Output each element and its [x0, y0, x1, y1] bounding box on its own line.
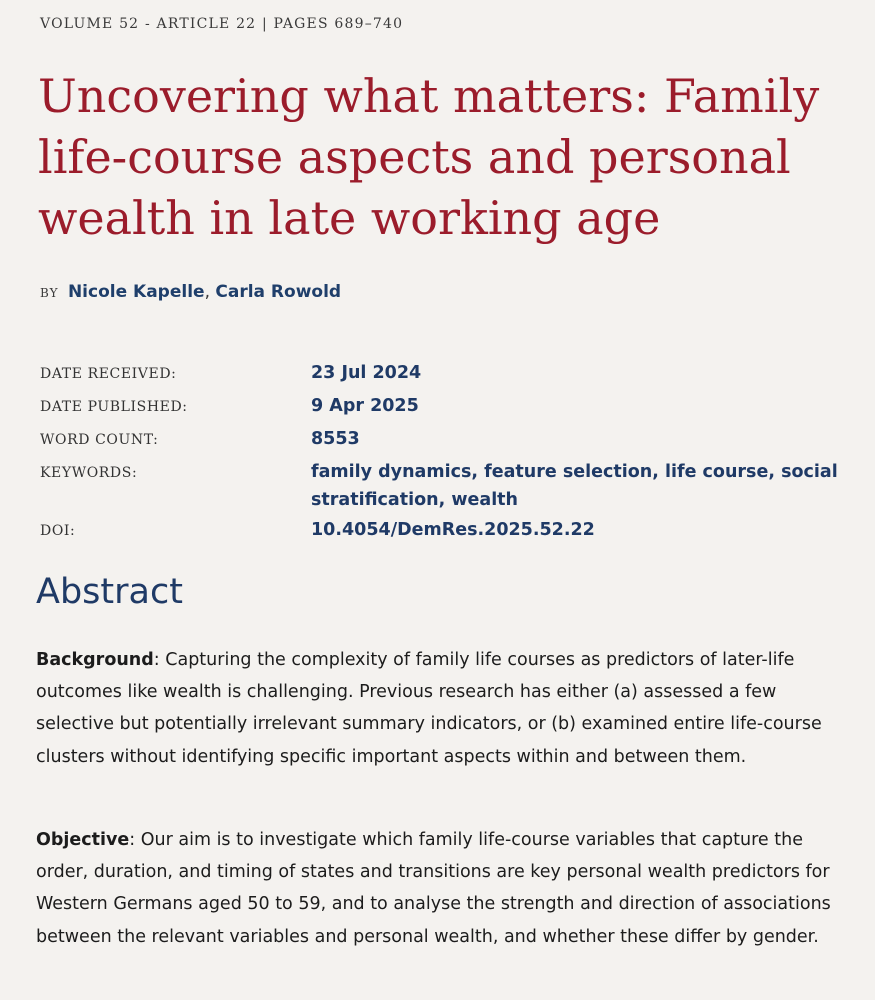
- doi-link[interactable]: 10.4054/DemRes.2025.52.22: [311, 520, 595, 540]
- by-label: BY: [40, 286, 59, 300]
- background-text: : Capturing the complexity of family life courses as predictors of later-life outcomes like wealth is challenging. Previous research has either (a) assessed a few selective but potentially irrelevant summary indicators, or (b) examined entire life-course clusters without identifying specific important aspects within and between them.: [36, 650, 822, 767]
- byline: [40, 282, 341, 302]
- background-label: Background: [36, 650, 154, 670]
- date-received-label: DATE RECEIVED:: [40, 366, 177, 382]
- abstract-objective-paragraph: [36, 824, 836, 953]
- abstract-heading: Abstract: [36, 572, 183, 612]
- meta-row-keywords: [40, 458, 840, 516]
- keyword-link[interactable]: feature selection: [484, 462, 653, 482]
- objective-label: Objective: [36, 830, 130, 850]
- abstract-background-paragraph: [36, 644, 836, 773]
- meta-row-date-published: [40, 392, 840, 425]
- article-metadata: [40, 359, 840, 546]
- meta-row-date-received: [40, 359, 840, 392]
- volume-article-pages: VOLUME 52 - ARTICLE 22 | PAGES 689–740: [40, 16, 404, 32]
- keyword-link[interactable]: social stratification: [311, 462, 838, 510]
- word-count-label: WORD COUNT:: [40, 432, 159, 448]
- meta-row-word-count: [40, 425, 840, 458]
- keyword-link[interactable]: family dynamics: [311, 462, 472, 482]
- date-received-value: 23 Jul 2024: [311, 363, 422, 383]
- article-title: Uncovering what matters: Family life-course aspects and personal wealth in late working age: [38, 69, 820, 245]
- date-published-value: 9 Apr 2025: [311, 396, 419, 416]
- date-published-label: DATE PUBLISHED:: [40, 399, 188, 415]
- meta-row-doi: [40, 516, 840, 546]
- objective-text: : Our aim is to investigate which family life-course variables that capture the order, duration, and timing of states and transitions are key personal wealth predictors for Western Germans aged 50 to 59, and to analyse the strength and direction of associations between the relevant variables and personal wealth, and whether these differ by gender.: [36, 830, 831, 947]
- word-count-value: 8553: [311, 429, 360, 449]
- author-link-carla-rowold[interactable]: Carla Rowold: [215, 282, 342, 302]
- keyword-link[interactable]: wealth: [451, 490, 519, 510]
- author-link-nicole-kapelle[interactable]: Nicole Kapelle: [67, 282, 205, 302]
- doi-label: DOI:: [40, 523, 76, 539]
- keywords-label: KEYWORDS:: [40, 465, 138, 481]
- keyword-link[interactable]: life course: [664, 462, 769, 482]
- author-separator: ,: [204, 282, 210, 302]
- keywords-list: family dynamics, feature selection, life course, social stratification, wealth: [311, 462, 838, 510]
